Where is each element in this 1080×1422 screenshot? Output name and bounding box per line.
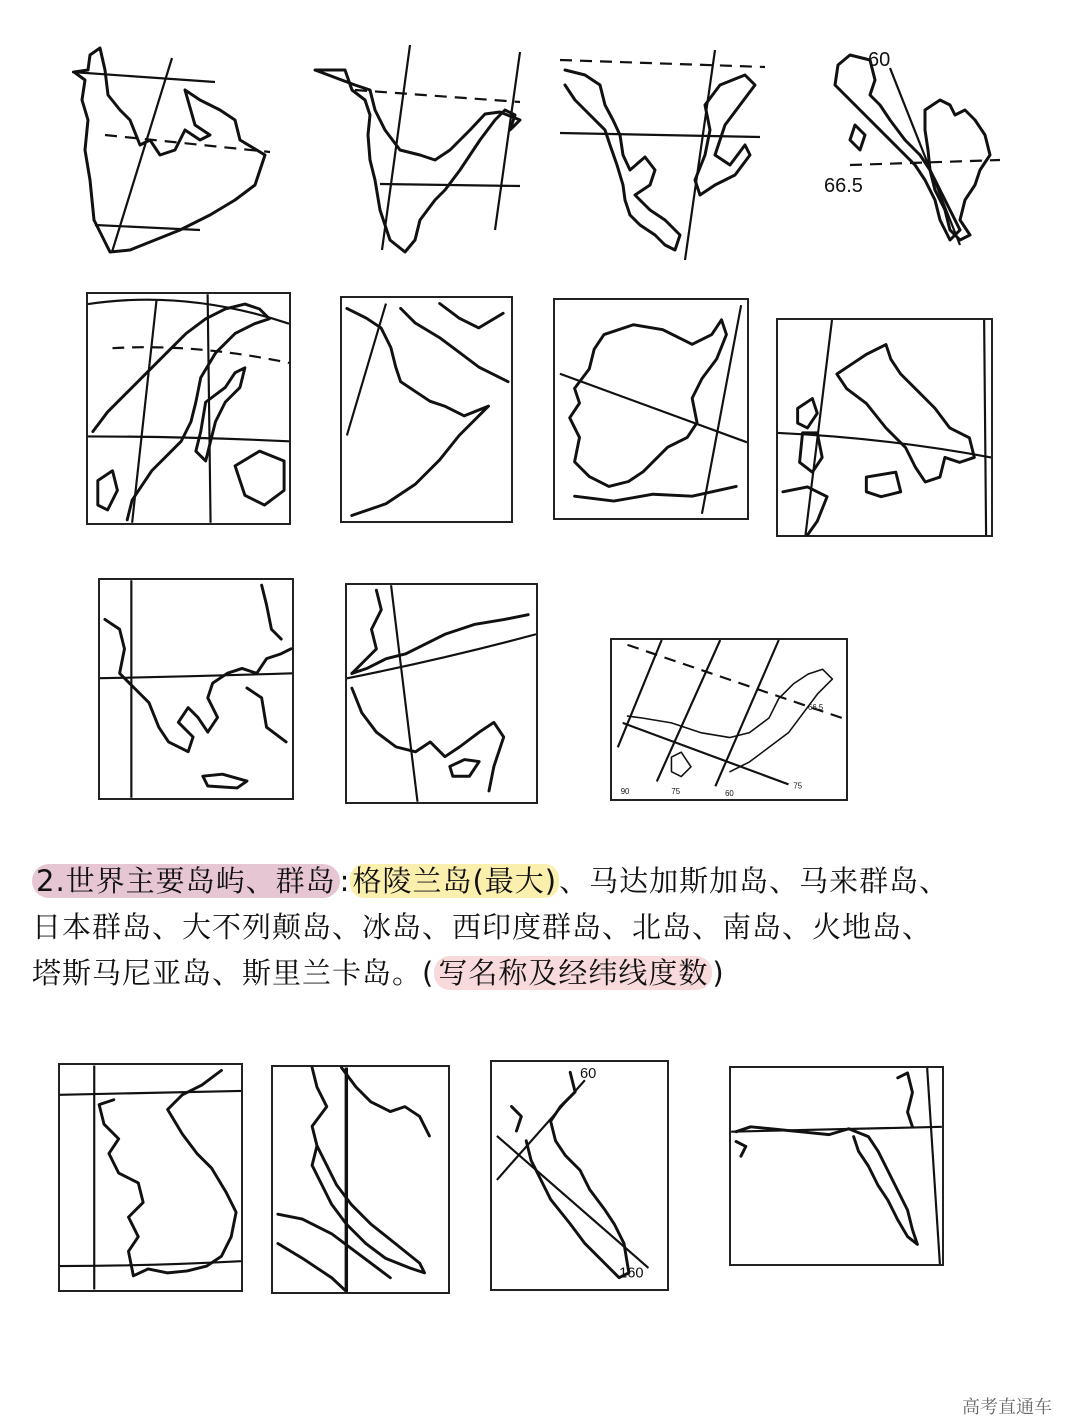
label-75-right: 75: [793, 781, 803, 791]
islands-text: [32, 858, 1062, 996]
text-line-1: [32, 858, 1062, 904]
label-66-5-small: 66.5: [808, 703, 824, 713]
map-malay-peninsula: [271, 1065, 450, 1294]
section-heading: 2.世界主要岛屿、群岛: [32, 864, 340, 898]
map-northern-europe: [86, 292, 291, 525]
map-greece: [98, 578, 294, 800]
label-160: 160: [619, 1265, 644, 1282]
list-part-1: 、马达加斯加岛、马来群岛、: [559, 864, 950, 898]
label-60: 60: [868, 49, 891, 71]
heading-colon: :: [339, 864, 351, 898]
map-africa: [310, 40, 530, 260]
text-line-3: [32, 950, 1062, 996]
map-north-america: [60, 40, 280, 260]
label-75-left: 75: [671, 787, 681, 797]
text-line-2: 日本群岛、大不列颠岛、冰岛、西印度群岛、北岛、南岛、火地岛、: [32, 910, 933, 944]
map-florida: [729, 1066, 944, 1266]
map-italy: [776, 318, 993, 537]
label-60-small: 60: [725, 789, 734, 799]
label-90: 90: [620, 787, 630, 797]
label-66-5: 66.5: [824, 175, 863, 197]
label-60-kamchatka: 60: [579, 1066, 597, 1083]
map-asia-southeast: [555, 45, 775, 265]
map-korea: [58, 1063, 243, 1292]
map-kamchatka: [490, 1060, 669, 1291]
instruction-highlight: 写名称及经纬线度数: [434, 956, 712, 990]
close-paren: ): [712, 956, 725, 990]
map-russia-arctic: [610, 638, 848, 801]
map-iberia: [553, 298, 749, 520]
map-anatolia: [345, 583, 538, 804]
map-scandinavia: [820, 40, 1010, 250]
greenland-note: 格陵兰岛(最大): [352, 864, 558, 898]
map-east-africa-horn: [340, 296, 513, 523]
list-part-3: 塔斯马尼亚岛、斯里兰卡岛。(: [32, 956, 435, 990]
watermark: 高考直通车: [962, 1397, 1052, 1418]
